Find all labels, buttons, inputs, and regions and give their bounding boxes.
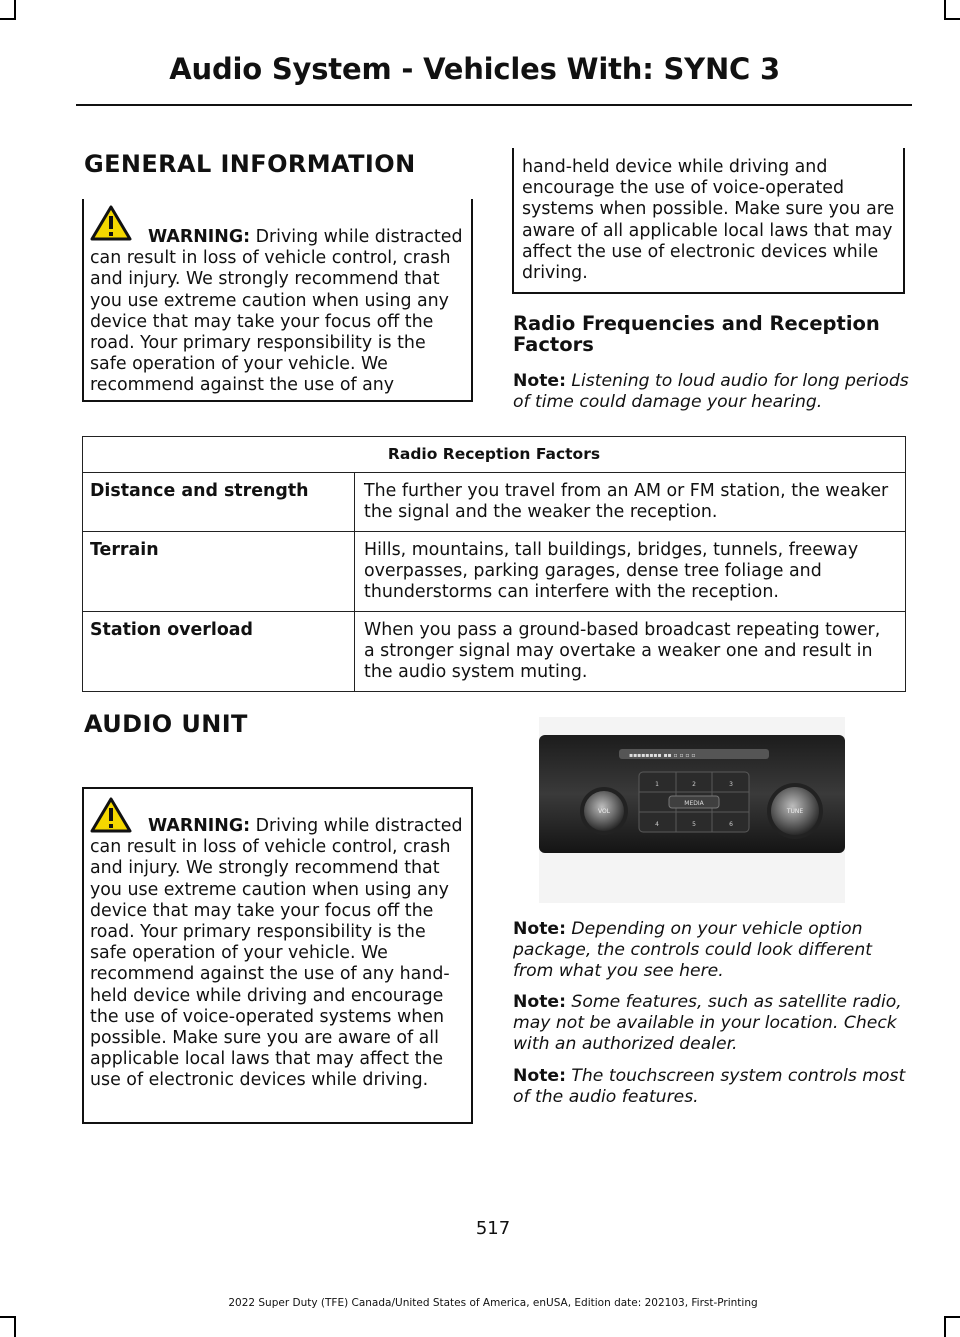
note-label: Note: bbox=[513, 1066, 566, 1086]
note-text: Some features, such as satellite radio, may not be available in your location. Check with an authorized dealer. bbox=[513, 992, 902, 1054]
factor-name: Station overload bbox=[83, 612, 355, 692]
factor-description: The further you travel from an AM or FM station, the weaker the signal and the weaker the reception. bbox=[355, 473, 906, 532]
preset-1-label: 1 bbox=[655, 781, 659, 788]
factor-name: Distance and strength bbox=[83, 473, 355, 532]
crop-mark bbox=[944, 1316, 960, 1318]
preset-2-label: 2 bbox=[692, 781, 696, 788]
crop-mark bbox=[944, 1316, 946, 1337]
volume-knob-label: VOL bbox=[597, 808, 611, 815]
factor-description: When you pass a ground-based broadcast repeating tower, a stronger signal may overtake a weaker one and result in the audio system muting. bbox=[355, 612, 906, 692]
note-touchscreen bbox=[513, 1066, 908, 1108]
warning-body bbox=[90, 227, 465, 397]
preset-3-label: 3 bbox=[729, 781, 733, 788]
crop-mark bbox=[0, 1316, 16, 1318]
preset-4-label: 4 bbox=[655, 821, 659, 828]
crop-mark bbox=[944, 18, 960, 20]
warning-box-border bbox=[82, 199, 84, 402]
table-row bbox=[83, 612, 906, 692]
svg-text:▪▪▪▪▪▪▪▪ ▪▪ ▫ ▫ ▫ ▫: ▪▪▪▪▪▪▪▪ ▪▪ ▫ ▫ ▫ ▫ bbox=[629, 752, 696, 759]
warning-text-continued: hand-held device while driving and encourage the use of voice-operated systems when possible. Make sure you are aware of all applicable local laws that may affect the use of electronic devices while driving. bbox=[522, 157, 895, 284]
warning-text: Driving while distracted can result in loss of vehicle control, crash and injury. We strongly recommend that you use extreme caution when using any device that may take your focus off the road. Your primary responsibility is the safe operation of your vehicle. We recommend against the use of any bbox=[90, 227, 463, 396]
table-caption: Radio Reception Factors bbox=[83, 437, 906, 473]
section-heading-general: GENERAL INFORMATION bbox=[84, 150, 416, 178]
factor-description: Hills, mountains, tall buildings, bridges, tunnels, freeway overpasses, parking garages, dense tree foliage and thunderstorms can interfere with the reception. bbox=[355, 532, 906, 612]
crop-mark bbox=[0, 18, 16, 20]
page-header-title: Audio System - Vehicles With: SYNC 3 bbox=[169, 52, 780, 86]
note-label: Note: bbox=[513, 992, 566, 1012]
section-heading-audio-unit: AUDIO UNIT bbox=[84, 710, 248, 738]
page-footer: 2022 Super Duty (TFE) Canada/United States of America, enUSA, Edition date: 202103, First-Printing bbox=[228, 1297, 758, 1309]
tune-knob-label: TUNE bbox=[786, 808, 804, 815]
crop-mark bbox=[14, 1316, 16, 1337]
crop-mark bbox=[14, 0, 16, 18]
warning-label: WARNING: bbox=[148, 816, 251, 836]
note-text: Listening to loud audio for long periods of time could damage your hearing. bbox=[513, 371, 909, 412]
note-hearing bbox=[513, 371, 913, 413]
crop-mark bbox=[944, 0, 946, 18]
warning-box-general bbox=[82, 199, 473, 402]
note-text: Depending on your vehicle option package, the controls could look different from what you see here. bbox=[513, 919, 872, 981]
warning-box-audio bbox=[82, 787, 473, 1124]
preset-6-label: 6 bbox=[729, 821, 733, 828]
warning-body bbox=[90, 816, 465, 1092]
note-controls bbox=[513, 919, 908, 982]
preset-5-label: 5 bbox=[692, 821, 696, 828]
table-row bbox=[83, 532, 906, 612]
note-label: Note: bbox=[513, 919, 566, 939]
warning-text: Driving while distracted can result in loss of vehicle control, crash and injury. We strongly recommend that you use extreme caution when using any device that may take your focus off the road. Your primary responsibility is the safe operation of your vehicle. We recommend against the use of any hand-held device while driving and encourage the use of voice-operated systems when possible. Make sure you are aware of all applicable local laws that may affect the use of electronic devices while driving. bbox=[90, 816, 463, 1091]
media-button-label: MEDIA bbox=[684, 800, 704, 807]
note-label: Note: bbox=[513, 371, 566, 391]
note-features bbox=[513, 992, 908, 1055]
subsection-heading-radio: Radio Frequencies and Reception Factors bbox=[513, 312, 880, 356]
page-number: 517 bbox=[475, 1218, 511, 1239]
note-text: The touchscreen system controls most of the audio features. bbox=[513, 1066, 906, 1107]
header-divider bbox=[76, 104, 912, 106]
audio-unit-image bbox=[539, 717, 845, 903]
warning-label: WARNING: bbox=[148, 227, 251, 247]
table-row bbox=[83, 473, 906, 532]
warning-box-border bbox=[82, 789, 84, 1124]
reception-factors-table bbox=[82, 436, 906, 692]
warning-box-general-continued bbox=[512, 148, 905, 294]
table-header-row bbox=[83, 437, 906, 473]
factor-name: Terrain bbox=[83, 532, 355, 612]
